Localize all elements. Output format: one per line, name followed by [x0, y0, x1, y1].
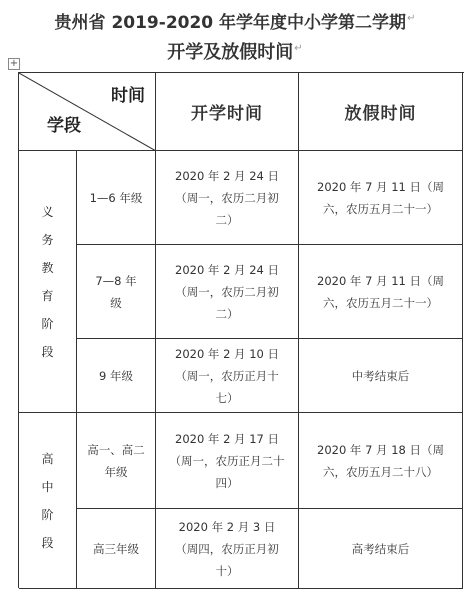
table-row-grade: 9 年级 — [77, 339, 156, 413]
title-line1-text: 贵州省 2019-2020 年学年度中小学第二学期 — [54, 13, 407, 33]
header-time-label: 时间 — [111, 86, 145, 106]
table-row-grade: 高一、高二年级 — [77, 413, 156, 509]
page-title-line2: 开学及放假时间↵ — [167, 42, 303, 63]
title-line2-text: 开学及放假时间 — [167, 42, 294, 63]
table-row-start: 2020 年 2 月 24 日（周一，农历二月初二） — [156, 245, 299, 339]
table-row-start: 2020 年 2 月 10 日（周一，农历正月十七） — [156, 339, 299, 413]
table-row-start: 2020 年 2 月 24 日（周一，农历二月初二） — [156, 151, 299, 245]
table-row-start: 2020 年 2 月 17 日（周一，农历正月二十四） — [156, 413, 299, 509]
table-row-end: 中考结束后 — [299, 339, 463, 413]
header-corner-cell — [19, 73, 156, 151]
page-title-line1: 贵州省 2019-2020 年学年度中小学第二学期↵ — [54, 13, 416, 33]
header-end-time: 放假时间 — [299, 73, 463, 151]
table-row-end: 2020 年 7 月 18 日（周六，农历五月二十八） — [299, 413, 463, 509]
table-row-grade: 1—6 年级 — [77, 151, 156, 245]
table-row-start: 2020 年 2 月 3 日（周四，农历正月初十） — [156, 509, 299, 589]
header-start-time: 开学时间 — [156, 73, 299, 151]
schedule-table — [18, 72, 464, 588]
table-move-handle-icon[interactable]: + — [9, 58, 19, 69]
table-row-grade: 高三年级 — [77, 509, 156, 589]
table-row-grade: 7—8 年级 — [77, 245, 156, 339]
group-compulsory: 义务教育阶段 — [19, 151, 77, 413]
group-high-school: 高中阶段 — [19, 413, 77, 589]
header-stage-label: 学段 — [47, 116, 81, 136]
table-row-end: 2020 年 7 月 11 日（周六，农历五月二十一） — [299, 151, 463, 245]
table-row-end: 2020 年 7 月 11 日（周六，农历五月二十一） — [299, 245, 463, 339]
table-row-end: 高考结束后 — [299, 509, 463, 589]
